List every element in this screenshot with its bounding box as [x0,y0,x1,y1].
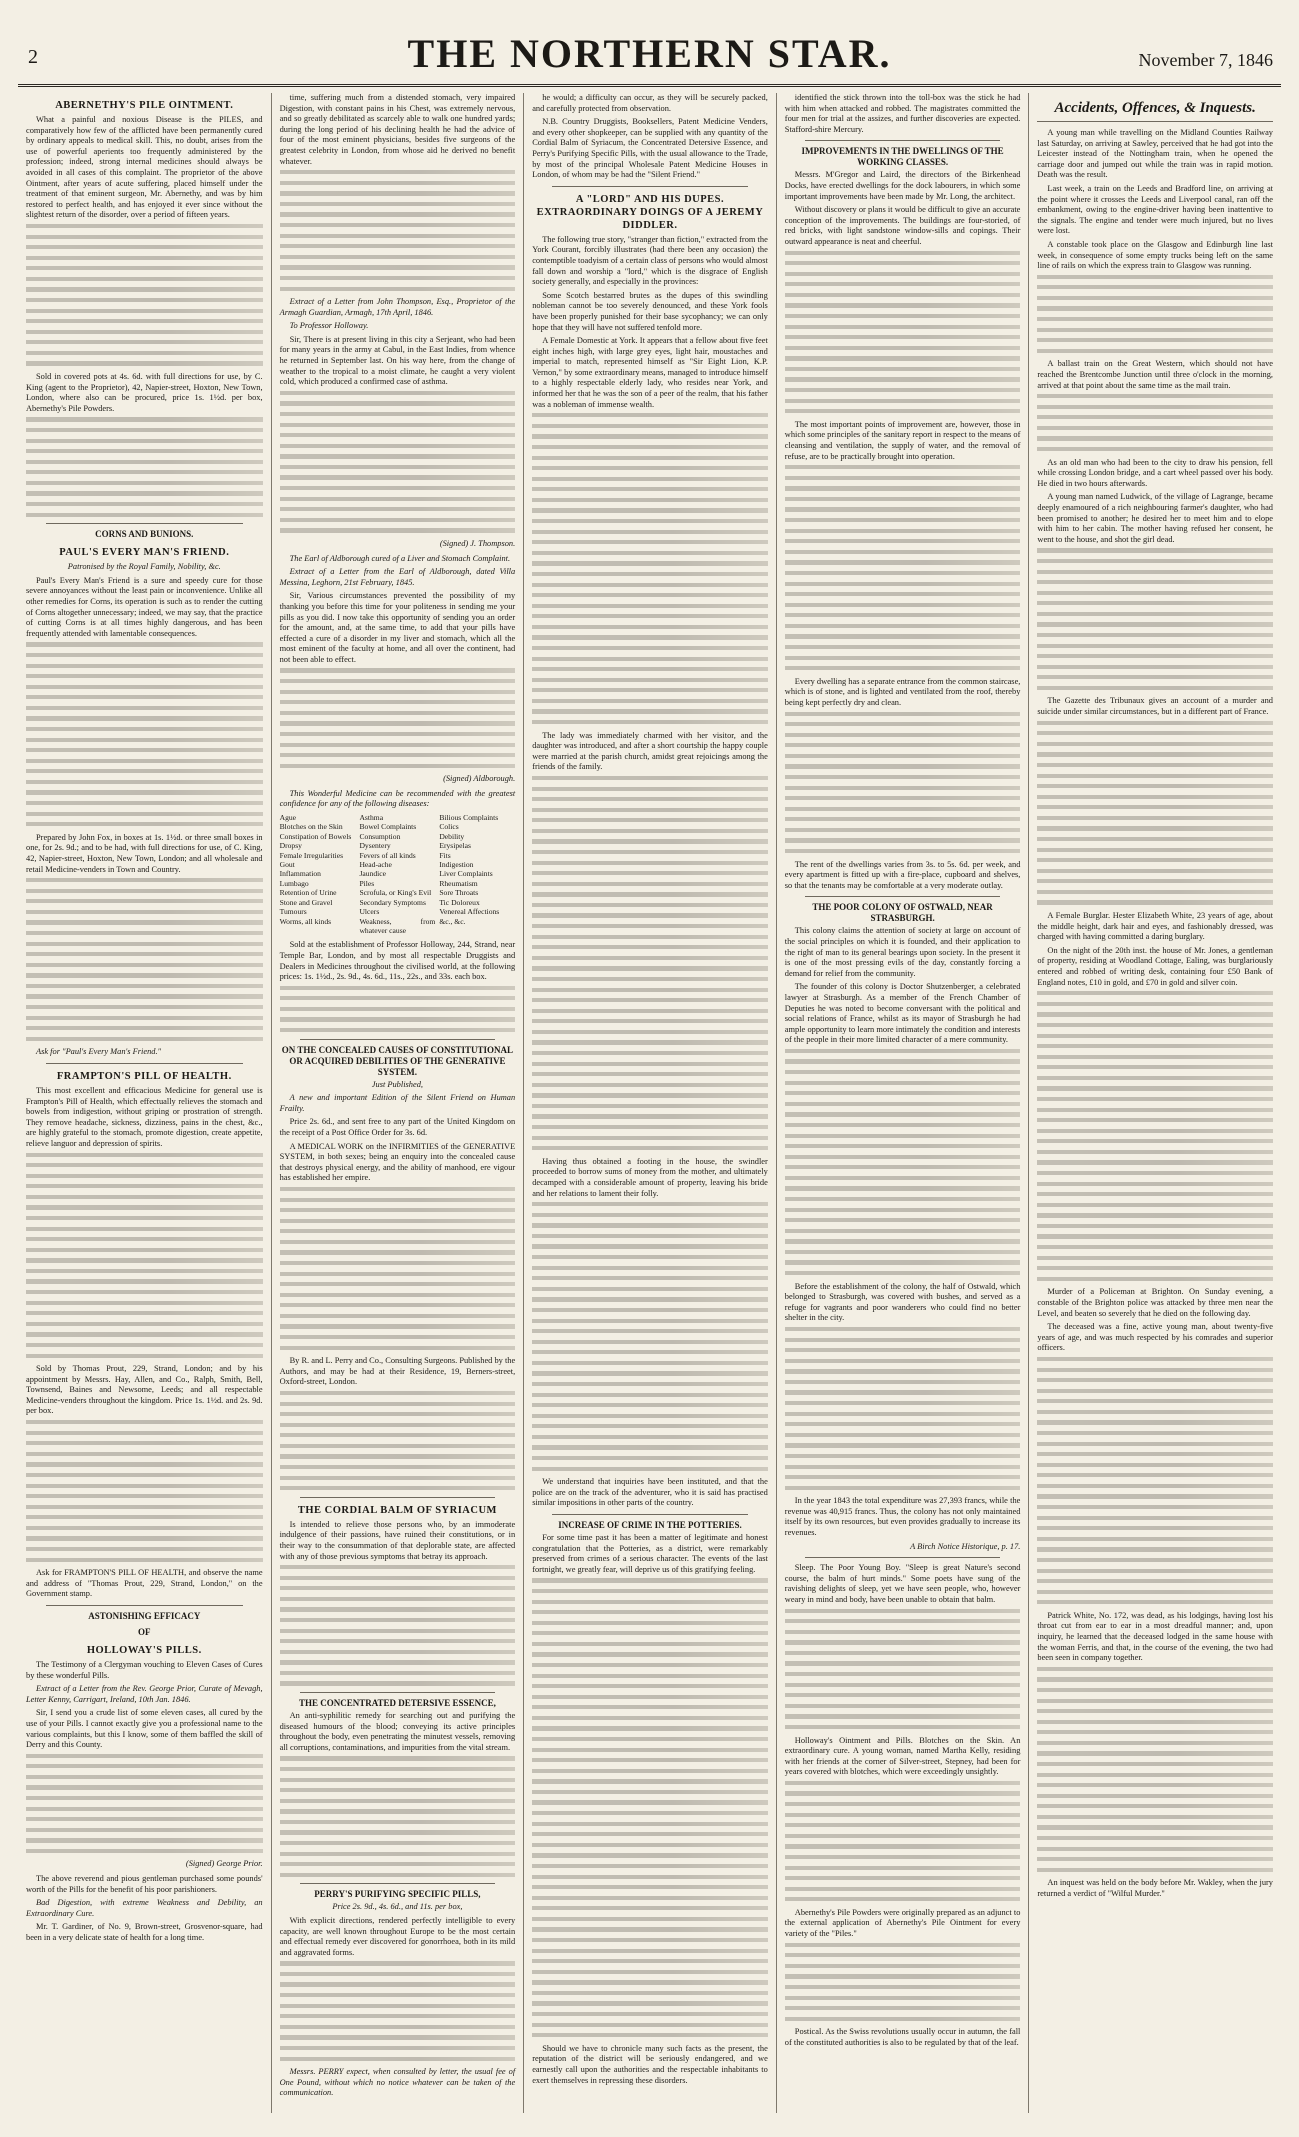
article-paragraph: A constable took place on the Glasgow and Edinburgh line last week, in consequence of some empty trucks being left on the same line of rails on which the express train to Glasgow was running. [1037,239,1273,271]
disease-item: Consumption [359,831,401,841]
text-lines [532,776,768,1150]
article-paragraph: he would; a difficulty can occur, as they will be securely packed, and carefully protected from observation. [532,93,768,113]
text-lines [280,668,516,767]
masthead [18,0,1281,87]
headline-of: OF [138,1626,151,1637]
disease-item: Bilious Complaints [439,813,499,823]
text-lines [785,1781,1021,1902]
disease-item: Worms, all kinds [279,916,332,926]
article-paragraph: This Wonderful Medicine can be recommended with the greatest confidence for any of the following diseases: [279,788,516,809]
disease-item: &c., &c. [439,916,466,926]
article-paragraph: What a painful and noxious Disease is the PILES, and comparatively how few of the afflicted have been permanently cured by ordinary appeals to medical skill. This, no doubt, arises from the use of powerful aperients too frequently administered by the profession; indeed, strong internal medicines should always be avoided in all cases of this complaint. The proprietor of the above Ointment, after years of acute suffering, placed himself under the treatment of that eminent surgeon, Mr. Abernethy, and was by him restored to perfect health, and has enjoyed it ever since without the slightest return of the disorder, over a period of fifteen years. [26,115,263,220]
divider [300,1883,496,1884]
article-paragraph: The Earl of Aldborough cured of a Liver and Stomach Complaint. [289,553,511,563]
disease-item: Retention of Urine [279,888,337,898]
headline-corns: CORNS AND BUNIONS. [95,529,194,540]
column-4 [776,93,1029,2113]
article-paragraph: The deceased was a fine, active young man, about twenty-five years of age, and was much respected by his comrades and superior officers. [1037,1322,1273,1353]
disease-item: Sore Throats [439,888,479,898]
text-lines [532,413,768,724]
column-3 [523,93,776,2113]
article-paragraph: We understand that inquiries have been instituted, and that the police are on the track of the adventurer, who it is said has practised similar impositions in other parts of the country. [532,1477,768,1508]
article-paragraph: Sold in covered pots at 4s. 6d. with full directions for use, by C. King (agent to the Proprietor), 42, Napier-street, Hoxton, New Town, London, where also can be procured, price 1s. 1½d. per box, Abernethy's Pile Powders. [26,372,263,413]
article-paragraph: The most important points of improvement are, however, those in which some principles of the sanitary report in respect to the means of cleansing and ventilation, the supply of water, and the removal of refuse, are to be practically brought into operation. [784,419,1021,461]
article-paragraph: Patrick White, No. 172, was dead, as his lodgings, having lost his throat cut from ear to ear in a most dreadful manner; and, upon inquiry, he learned that the deceased lodged in the same house with the woman Ferris, and that, in the course of the evening, the two had been seen in company together. [1037,1610,1273,1663]
article-paragraph: Messrs. PERRY expect, when consulted by letter, the usual fee of One Pound, without which no notice whatever can be taken of the communication. [279,2067,516,2098]
signature: (Signed) George Prior. [185,1859,263,1869]
article-paragraph: Postical. As the Swiss revolutions usually occur in autumn, the fall of the constituted authorities is also to be regulated by that of the leaf. [784,2027,1021,2047]
article-paragraph: A MEDICAL WORK on the INFIRMITIES of the GENERATIVE SYSTEM, in both sexes; being an enquiry into the concealed cause that destroys physical energy, and the ability of manhood, ere vigour has established her empire. [279,1141,516,1183]
text-lines [1037,275,1273,353]
text-lines [785,712,1021,854]
disease-item: Secondary Symptoms [359,897,426,907]
disease-item: Liver Complaints [439,869,493,879]
article-paragraph: In the year 1843 the total expenditure was 27,393 francs, while the revenue was 40,915 francs. Thus, the colony has not only maintained itself by its own resources, but even provides gradually to increase its revenues. [784,1496,1021,1538]
article-paragraph: identified the stick thrown into the toll-box was the stick he had with him when attacked and robbed. The magistrates committed the four men for trial at the assizes, and further discoveries are expected. Stafford-shire Mercury. [784,93,1021,134]
disease-item: Asthma [359,813,384,823]
article-paragraph: Abernethy's Pile Powders were originally prepared as an adjunct to the external application of Abernethy's Pile Ointment for every variety of the "Piles." [784,1907,1021,1939]
article-paragraph: Ask for "Paul's Every Man's Friend." [36,1047,162,1057]
article-paragraph: The rent of the dwellings varies from 3s. to 5s. 6d. per week, and every apartment is fitted up with a fire-place, cupboard and shelves, so that the tenants may be comfortable at a very moderate outlay. [784,859,1021,890]
disease-item: Debility [439,831,465,841]
article-paragraph: Price 2s. 6d., and sent free to any part of the United Kingdom on the receipt of a Post Office Order for 3s. 6d. [279,1117,516,1137]
disease-item: Colics [439,822,459,832]
article-paragraph: Before the establishment of the colony, the half of Ostwald, which belonged to Strasburgh, was covered with bushes, and served as a refuge for vagrants and poor wanderers who could find no better shelter in the city. [784,1281,1021,1323]
disease-item: Female Irregularities [279,850,344,860]
column-1 [18,93,271,2113]
text-lines [280,391,516,533]
disease-item: Erysipelas [439,841,471,851]
article-paragraph: On the night of the 20th inst. the house of Mr. Jones, a gentleman of property, residing at Woodland Cottage, Ealing, was burglariously entered and robbed of writing desk, containing four £50 Bank of England notes, £10 in gold, and £70 in gold and silver coin. [1037,945,1273,987]
section-heading-accidents: Accidents, Offences, & Inquests. [1037,99,1273,122]
text-lines [785,1327,1021,1490]
disease-item: Gout [279,860,295,870]
article-paragraph: The founder of this colony is Doctor Shutzenberger, a celebrated lawyer at Strasburgh. As a member of the French Chamber of Deputies he was noted to become conversant with the political and social relations of France, whilst as its mayor of Strasburgh he had ample opportunity to learn more intimately the condition and interests of the people in their more limited character of a mere community. [784,982,1021,1045]
divider [46,1063,243,1064]
subheading: Price 2s. 9d., 4s. 6d., and 11s. per box, [332,1902,463,1912]
footnote: A Birch Notice Historique, p. 17. [910,1541,1021,1551]
article-paragraph: For some time past it has been a matter of legitimate and honest congratulation that the Potteries, as a district, were remarkably preserved from crimes of a serious character. The events of the last fortnight, we greatly fear, will deprive us of this gratifying feeling. [532,1532,768,1574]
text-lines [1037,721,1273,905]
paper-title: THE NORTHERN STAR. [407,31,892,76]
column-5 [1028,93,1281,2113]
article-paragraph: With explicit directions, rendered perfectly intelligible to every capacity, are well known throughout Europe to be the most certain and effectual remedy ever discovered for gonorrhoea, both in its mild and aggravated forms. [279,1915,516,1957]
article-paragraph: Ask for FRAMPTON'S PILL OF HEALTH, and observe the name and address of "Thomas Prout, 229, Strand, London," on the Government stamp. [26,1568,263,1599]
disease-item: Fevers of all kinds [359,850,416,860]
text-lines [1037,548,1273,690]
text-lines [26,1754,263,1853]
text-lines [785,1049,1021,1275]
article-paragraph: Sold by Thomas Prout, 229, Strand, London; and by his appointment by Messrs. Hay, Allen, and Co., Ralph, Smith, Bell, Townsend, Baines and Newsome, Leeds; and all respectable Medicine-venders throughout the kingdom. Price 1s. 1½d. and 2s. 9d. per box. [26,1364,263,1416]
divider [552,1514,748,1515]
article-paragraph: Sold at the establishment of Professor Holloway, 244, Strand, near Temple Bar, London, and by most all respectable Druggists and Dealers in Medicines throughout the civilised world, at the following prices: 1s. 1½d., 2s. 9d., 4s. 6d., 11s., 22s., and 33s. each box. [279,940,516,982]
article-paragraph: An anti-syphilitic remedy for searching out and purifying the diseased humours of the blood; conveying its active principles throughout the body, even penetrating the minutest vessels, removing all corruptions, contaminations, and impurities from the vital stream. [279,1711,516,1752]
article-paragraph: Murder of a Policeman at Brighton. On Sunday evening, a constable of the Brighton police was attacked by three men near the Level, and beaten so severely that he died on the following day. [1037,1287,1273,1318]
disease-item: Dropsy [279,841,302,851]
article-paragraph: Sir, There is at present living in this city a Serjeant, who had been for many years in the army at Cabul, in the East Indies, from whence he returned in September last. On his way here, from the change of weather to the tropical to a moist climate, he caught a very violent cold, which produced a confirmed case of asthma. [279,334,516,387]
headline-lord-and-dupes: A "LORD" AND HIS DUPES. EXTRAORDINARY DOINGS OF A JEREMY DIDDLER. [536,193,764,231]
article-paragraph: Paul's Every Man's Friend is a sure and speedy cure for those severe annoyances without the least pain or inconvenience. Unlike all other remedies for Corns, its operation is such as to render the cutting of Corns altogether unnecessary; indeed, we may say, that the practice of cutting Corns is at all times highly dangerous, and has been frequently attended with lamentable consequences. [26,575,263,638]
article-paragraph: A Female Burglar. Hester Elizabeth White, 23 years of age, about the middle height, dark hair and eyes, and fashionably dressed, was charged with having committed a daring burglary. [1037,911,1273,942]
article-paragraph: time, suffering much from a distended stomach, very impaired Digestion, with constant pains in his Chest, was extremely nervous, and so greatly debilitated as scarcely able to walk one hundred yards; during the long period of his declining health he had the advice of four of the most eminent physicians, besides five surgeons of the greatest celebrity in London, from whose aid he derived no benefit whatever. [279,93,516,166]
headline-pile-ointment: ABERNETHY'S PILE OINTMENT. [55,100,234,111]
article-paragraph: This colony claims the attention of society at large on account of the social principles on which it is founded, and their application to the right of man to its general bearings upon society. In the present it is one of the most pressing evils of the day, constantly forcing a demand for relief from the community. [784,926,1021,978]
text-lines [26,1153,263,1358]
divider [300,1497,496,1498]
article-paragraph: By R. and L. Perry and Co., Consulting Surgeons. Published by the Authors, and may be had at their Residence, 19, Berners-street, Oxford-street, London. [279,1356,516,1387]
disease-item: Venereal Affections [439,907,500,917]
article-paragraph: Prepared by John Fox, in boxes at 1s. 1½d. or three small boxes in one, for 2s. 9d.; and to be had, with full directions for use, of C. King, 42, Napier-street, Hoxton, New Town, London; and all wholesale and retail Medicine-venders in Town and Country. [26,832,263,874]
article-paragraph: Messrs. M'Gregor and Laird, the directors of the Birkenhead Docks, have erected dwellings for the dock labourers, in which some important improvements have been made by Mr. Long, the architect. [784,170,1021,201]
headline-ostwald: THE POOR COLONY OF OSTWALD, NEAR STRASBURGH. [812,902,993,924]
disease-item: Blotches on the Skin [279,822,343,832]
article-paragraph: An inquest was held on the body before Mr. Wakley, when the jury returned a verdict of "Wilful Murder." [1037,1878,1273,1898]
subheading: Just Published, [371,1079,423,1089]
article-paragraph: The following true story, "stranger than fiction," extracted from the York Courant, forcibly illustrates (had there been any occasion) the contemptible toadyism of a certain class of persons who would almost fall down and worship a "lord," which is the disgrace of English society generally, and especially in the provinces: [532,234,768,287]
headline-astonishing: ASTONISHING EFFICACY [88,1610,201,1621]
text-lines [26,642,263,826]
article-paragraph: As an old man who had been to the city to draw his pension, fell while crossing London bridge, and a cart wheel passed over his body. He died in two hours afterwards. [1037,457,1273,488]
divider [552,186,748,187]
article-paragraph: Extract of a Letter from John Thompson, Esq., Proprietor of the Armagh Guardian, Armagh, 17th April, 1846. [279,297,516,317]
divider [300,1692,496,1693]
text-lines [280,1391,516,1490]
text-lines [26,878,263,1041]
paper-date: November 7, 1846 [1138,50,1273,70]
article-paragraph: Sleep. The Poor Young Boy. "Sleep is great Nature's second course, the balm of hurt minds." Some poets have sung of the ravishing delights of sleep, yet we have seen people, who, however weary in mind and body, have been unable to obtain that balm. [784,1563,1021,1604]
article-paragraph: Sir, Various circumstances prevented the possibility of my thanking you before this time for your politeness in sending me your pills as you did. I now take this opportunity of sending you an order for the amount, and, at the same time, to add that your pills have effected a cure of a disorder in my liver and stomach, which all the most eminent of the faculty at home, and all over the continent, had not been able to effect. [279,591,516,664]
headline-cordial-balm: THE CORDIAL BALM OF SYRIACUM [297,1504,497,1516]
article-paragraph: To Professor Holloway. [289,321,369,331]
text-lines [26,224,263,366]
text-lines [1037,1667,1273,1872]
article-paragraph: A Female Domestic at York. It appears that a fellow about five feet eight inches high, with large grey eyes, light hair, moustaches and imperial to match, represented himself as "Sir Eight Lion, K.P. Vernon," by some extraordinary means, managed to introduce himself to a highly respectable elderly lady, who resides near York, and informed her that he was the son of a peer of the realm, that his father was a nobleman of immense wealth. [532,336,768,409]
article-paragraph: The Testimony of a Clergyman vouching to Eleven Cases of Cures by these wonderful Pills. [26,1659,263,1680]
article-paragraph: A young man while travelling on the Midland Counties Railway last Saturday, on arriving at Sawley, perceived that he had got into the Leicester instead of the Nottingham train, when he opened the carriage door and jumped out while the train was in rapid motion. Death was the result. [1037,128,1273,180]
article-paragraph: Holloway's Ointment and Pills. Blotches on the Skin. An extraordinary cure. A young woman, named Martha Kelly, residing with her friends at the corner of Silver-street, Stepney, had been for years covered with blotches, which were exceedingly unsightly. [784,1735,1021,1777]
disease-item: Constipation of Bowels [279,831,352,841]
disease-item: Scrofula, or King's Evil [359,888,432,898]
article-paragraph: Bad Digestion, with extreme Weakness and Debility, an Extraordinary Cure. [26,1898,263,1918]
article-paragraph: This most excellent and efficacious Medicine for general use is Frampton's Pill of Health, which effectually relieves the stomach and bowels from indigestion, without griping or prostration of strength. They remove headache, sickness, dizziness, pains in the chest, &c., are highly grateful to the stomach, promote digestion, create appetite, relieve languor and depression of spirits. [26,1085,263,1148]
text-lines [785,465,1021,670]
disease-item: Rheumatism [439,878,478,888]
disease-item: Piles [359,878,375,888]
text-lines [785,251,1021,414]
article-paragraph: A ballast train on the Great Western, which should not have reached the Brentcombe Junction until three o'clock in the morning, arrived at that point about the same time as the mail train. [1037,359,1273,390]
text-lines [785,1943,1021,2021]
article-paragraph: Is intended to relieve those persons who, by an immoderate indulgence of their passions, have ruined their constitutions, or in their way to the consummation of that deplorable state, are affected with any of those previous symptoms that betray its approach. [279,1519,516,1561]
article-paragraph: Mr. T. Gardiner, of No. 9, Brown-street, Grosvenor-square, had been in a very delicate state of health for a long time. [26,1922,263,1943]
headline-detersive-essence: THE CONCENTRATED DETERSIVE ESSENCE, [298,1698,496,1709]
article-paragraph: Sir, I send you a crude list of some eleven cases, all cured by the use of your Pills. I cannot exactly give you a professional name to the various complaints, but this I know, some of them baffled the skill of Derry and this County. [26,1708,263,1750]
article-paragraph: N.B. Country Druggists, Booksellers, Patent Medicine Venders, and every other shopkeeper, can be supplied with any quantity of the Cordial Balm of Syriacum, the Concentrated Detersive Essence, and Perry's Purifying Specific Pills, with the usual allowance to the Trade, by most of the principal Wholesale Patent Medicine Houses in London, of whom may be had the "Silent Friend." [532,117,768,180]
text-lines [1037,394,1273,451]
text-lines [1037,991,1273,1281]
text-lines [26,1420,263,1562]
divider [46,523,243,524]
disease-item: Weakness, from whatever cause [359,916,436,935]
headline-holloway: HOLLOWAY'S PILLS. [86,1644,202,1656]
text-lines [26,417,263,516]
article-paragraph: Every dwelling has a separate entrance from the common staircase, which is of stone, and is lighted and ventilated from the roof, thereby being kept perfectly dry and clean. [784,676,1021,707]
text-lines [280,1961,516,2060]
headline-perry-pills: PERRY'S PURIFYING SPECIFIC PILLS, [314,1889,481,1900]
disease-item: Head-ache [359,860,392,870]
subheading: Patronised by the Royal Family, Nobility, &c. [67,562,221,572]
disease-item: Tumours [279,907,307,917]
divider [805,896,1001,897]
divider [46,1605,243,1606]
divider [805,140,1001,141]
article-paragraph: Having thus obtained a footing in the house, the swindler proceeded to borrow sums of money from the mother, and ultimately decamped with a considerable amount of property, leaving his bride and her relations to lament their folly. [532,1156,768,1198]
article-paragraph: Extract of a Letter from the Earl of Aldborough, dated Villa Messina, Leghorn, 21st February, 1845. [279,567,516,587]
page-number: 2 [28,46,38,68]
disease-item: Stone and Gravel [279,897,333,907]
text-lines [280,986,516,1033]
text-lines [532,1202,768,1471]
signature: (Signed) J. Thompson. [439,538,516,548]
disease-item: Inflammation [279,869,321,879]
text-lines [280,1187,516,1350]
article-paragraph: The lady was immediately charmed with her visitor, and the daughter was introduced, and after a short courtship the happy couple were married at the parish church, amidst great rejoicings among the friends of the family. [532,730,768,772]
article-paragraph: Extract of a Letter from the Rev. George Prior, Curate of Mevagh, Letter Kenny, Carrigart, Ireland, 10th Jan. 1846. [26,1684,263,1704]
disease-item: Lumbago [279,878,309,888]
article-paragraph: Should we have to chronicle many such facts as the present, the reputation of the district will be seriously endangered, and we earnestly call upon the authorities and the respectable inhabitants to exert themselves in repressing these disorders. [532,2043,768,2085]
disease-item: Ulcers [359,907,380,917]
text-lines [280,1756,516,1877]
text-lines [280,1565,516,1686]
disease-item: Jaundice [359,869,387,879]
headline-improvements: IMPROVEMENTS IN THE DWELLINGS OF THE WORKING CLASSES. [801,146,1004,168]
divider [805,1557,1001,1558]
disease-item: Bowel Complaints [359,822,417,832]
disease-item: Dysentery [359,841,391,851]
disease-list [280,813,516,935]
text-lines [280,170,516,291]
article-paragraph: A new and important Edition of the Silent Friend on Human Frailty. [279,1093,516,1113]
headline-frampton: FRAMPTON'S PILL OF HEALTH. [56,1070,232,1082]
column-2 [271,93,524,2113]
article-paragraph: The Gazette des Tribunaux gives an account of a murder and suicide under similar circumstances, but in a different part of France. [1037,696,1273,717]
article-paragraph: Without discovery or plans it would be difficult to give an accurate conception of the improvements. The buildings are four-storied, of red bricks, with light sandstone window-sills and copings. Their outward appearance is neat and cheerful. [784,205,1021,246]
columns [18,93,1281,2113]
headline-concealed-causes: ON THE CONCEALED CAUSES OF CONSTITUTIONAL OR ACQUIRED DEBILITIES OF THE GENERATIVE SYSTEM. [281,1044,514,1077]
text-lines [532,1578,768,2037]
divider [300,1039,496,1040]
headline-pauls-friend: PAUL'S EVERY MAN'S FRIEND. [59,547,230,559]
article-paragraph: Last week, a train on the Leeds and Bradford line, on arriving at the point where it crosses the Leeds and Liverpool canal, ran off the embankment, owing to the engine-driver having been inattentive to the signals. The engine and tender were much injured, but no lives were lost. [1037,183,1273,236]
article-paragraph: The above reverend and pious gentleman purchased some pounds' worth of the Pills for the benefit of his poor parishioners. [26,1874,263,1894]
article-paragraph: A young man named Ludwick, of the village of Lagrange, became deeply enamoured of a rich neighbouring farmer's daughter, who had been promised to another; he desired her to meet him and to elope with him to her cabin. The mother having refused her consent, he went to the house, and shot the girl dead. [1037,492,1273,544]
text-lines [1037,1357,1273,1604]
signature: (Signed) Aldborough. [443,774,516,784]
headline-crime-potteries: INCREASE OF CRIME IN THE POTTERIES. [558,1519,742,1530]
text-lines [785,1609,1021,1730]
article-paragraph: Some Scotch bestarred brutes as the dupes of this swindling nobleman cannot be too severely denounced, and these York fools have been properly punished for their base sycophancy; we can only hope that they will have not suffered tenfold more. [532,290,768,332]
disease-item: Fits [439,850,451,860]
disease-item: Indigestion [439,860,474,870]
disease-item: Ague [279,813,297,823]
disease-item: Tic Doloreux [439,897,480,907]
